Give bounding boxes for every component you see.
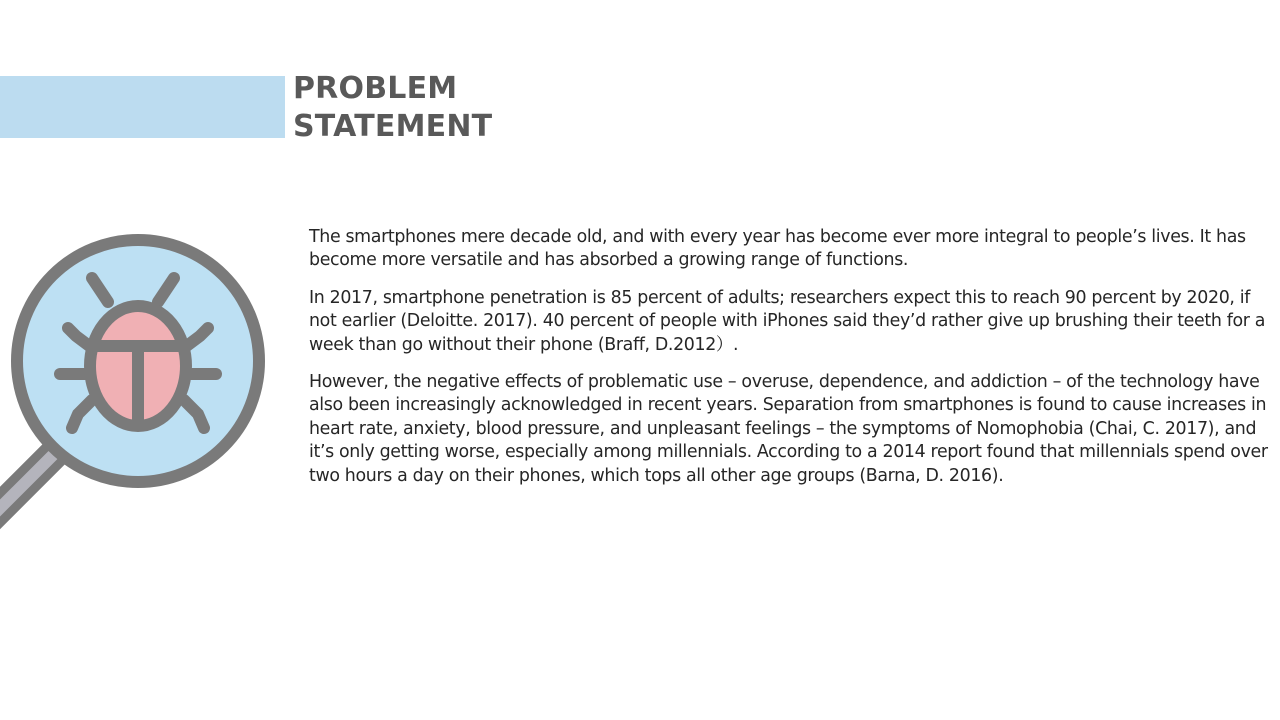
paragraph-negative-effects: However, the negative effects of problematic use – overuse, dependence, and addiction – of the technology have also been increasingly acknowledged in recent years. Separation from smartphones is found to cause increases in heart rate, anxiety, blood pressure, and unpleasant feelings – the symptoms of Nomophobia (Chai, C. 2017), and it’s only getting worse, especially among millennials. According to a 2014 report found that millennials spend over two hours a day on their phones, which tops all other age groups (Barna, D. 2016). <box>309 372 1268 486</box>
title-line-2: STATEMENT <box>293 109 493 144</box>
paragraph-statistics: In 2017, smartphone penetration is 85 percent of adults; researchers expect this to reach 90 percent by 2020, if not earlier (Deloitte. 2017). 40 percent of people with iPhones said they’d rather give up brushing their teeth for a week than go without their phone (Braff, D.2012）. <box>309 287 1266 355</box>
page-title <box>293 70 492 146</box>
magnifier-handle <box>0 453 55 523</box>
paragraph-intro: The smartphones mere decade old, and with every year has become ever more integral to people’s lives. It has become more versatile and has absorbed a growing range of functions. <box>309 227 1246 271</box>
bug-magnifier-icon <box>0 228 275 533</box>
title-line-1: PROBLEM <box>293 71 458 106</box>
problem-statement-body <box>309 226 1271 502</box>
title-accent-band <box>0 76 285 138</box>
